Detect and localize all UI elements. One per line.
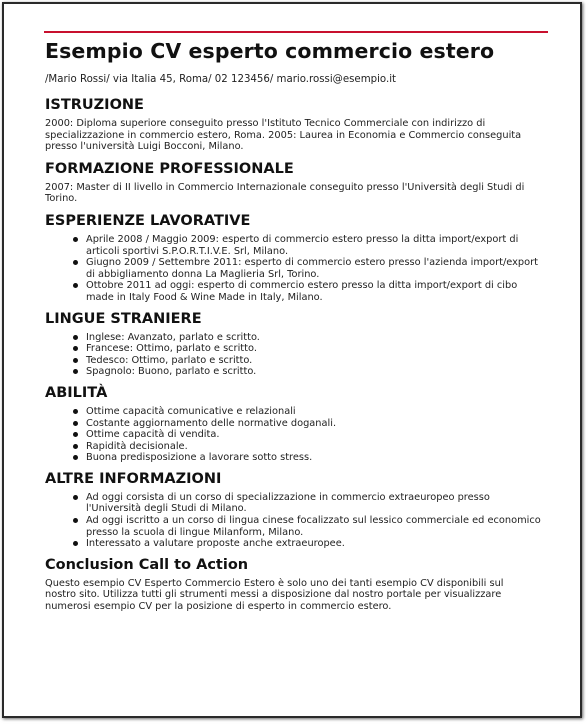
- esperienze-list: [45, 234, 543, 304]
- section-title-lingue: LINGUE STRANIERE: [45, 310, 202, 327]
- list-item: Costante aggiornamento delle normative doganali.: [86, 418, 543, 430]
- list-item: Aprile 2008 / Maggio 2009: esperto di commercio estero presso la ditta import/export di articoli sportivi S.P.O.R.T.I.V.E. Srl, Milano.: [86, 234, 543, 257]
- section-formazione: [45, 160, 543, 205]
- list-item: Ad oggi corsista di un corso di specializzazione in commercio extraeuropeo presso l'Università degli Studi di Milano.: [86, 492, 543, 515]
- list-item: Francese: Ottimo, parlato e scritto.: [86, 343, 543, 355]
- section-title-altre: ALTRE INFORMAZIONI: [45, 470, 222, 487]
- list-item: Giugno 2009 / Settembre 2011: esperto di commercio estero presso l'azienda import/export di abbigliamento donna La Maglieria Srl, Torino.: [86, 257, 543, 280]
- list-item: Interessato a valutare proposte anche extraeuropee.: [86, 538, 543, 550]
- altre-list: [45, 492, 543, 550]
- cv-content: [45, 96, 543, 613]
- section-title-abilita: ABILITÀ: [45, 384, 108, 401]
- section-title-formazione: FORMAZIONE PROFESSIONALE: [45, 160, 294, 177]
- list-item: Ottime capacità comunicative e relazionali: [86, 406, 543, 418]
- contact-line: /Mario Rossi/ via Italia 45, Roma/ 02 123456/ mario.rossi@esempio.it: [45, 74, 397, 85]
- section-conclusion: [45, 556, 543, 613]
- list-item: Rapidità decisionale.: [86, 441, 543, 453]
- list-item: Inglese: Avanzato, parlato e scritto.: [86, 332, 543, 344]
- section-abilita: [45, 384, 543, 464]
- section-title-conclusion: Conclusion Call to Action: [45, 556, 249, 573]
- section-istruzione: [45, 96, 543, 153]
- list-item: Ottobre 2011 ad oggi: esperto di commercio estero presso la ditta import/export di cibo made in Italy Food & Wine Made in Italy, Milano.: [86, 280, 543, 303]
- list-item: Ottime capacità di vendita.: [86, 429, 543, 441]
- section-altre: [45, 470, 543, 550]
- list-item: Spagnolo: Buono, parlato e scritto.: [86, 366, 543, 378]
- section-title-esperienze: ESPERIENZE LAVORATIVE: [45, 212, 251, 229]
- cv-title: Esempio CV esperto commercio estero: [45, 39, 495, 63]
- istruzione-text: 2000: Diploma superiore conseguito presso l'Istituto Tecnico Commerciale con indirizzo di specializzazione in commercio estero, Roma. 2005: Laurea in Economia e Commercio conseguita presso l'università Luigi Bocconi, Milano.: [45, 118, 522, 153]
- conclusion-text: Questo esempio CV Esperto Commercio Estero è solo uno dei tanti esempio CV disponibili sul nostro sito. Utilizza tutti gli strumenti messi a disposizione dal nostro portale per visualizzare numerosi esempio CV per la posizione di esperto in commercio estero.: [45, 577, 504, 613]
- section-title-istruzione: ISTRUZIONE: [45, 97, 144, 113]
- lingue-list: [45, 332, 543, 378]
- abilita-list: [45, 406, 543, 464]
- list-item: Tedesco: Ottimo, parlato e scritto.: [86, 355, 543, 367]
- list-item: Buona predisposizione a lavorare sotto stress.: [86, 452, 543, 464]
- list-item: Ad oggi iscritto a un corso di lingua cinese focalizzato sul lessico commerciale ed economico presso la scuola di lingue Milanform, Milano.: [86, 515, 543, 538]
- cv-page: [2, 2, 582, 718]
- section-lingue: [45, 310, 543, 378]
- header-accent-line: [44, 31, 548, 33]
- formazione-text: 2007: Master di II livello in Commercio Internazionale conseguito presso l'Università degli Studi di Torino.: [45, 181, 525, 205]
- section-esperienze: [45, 212, 543, 304]
